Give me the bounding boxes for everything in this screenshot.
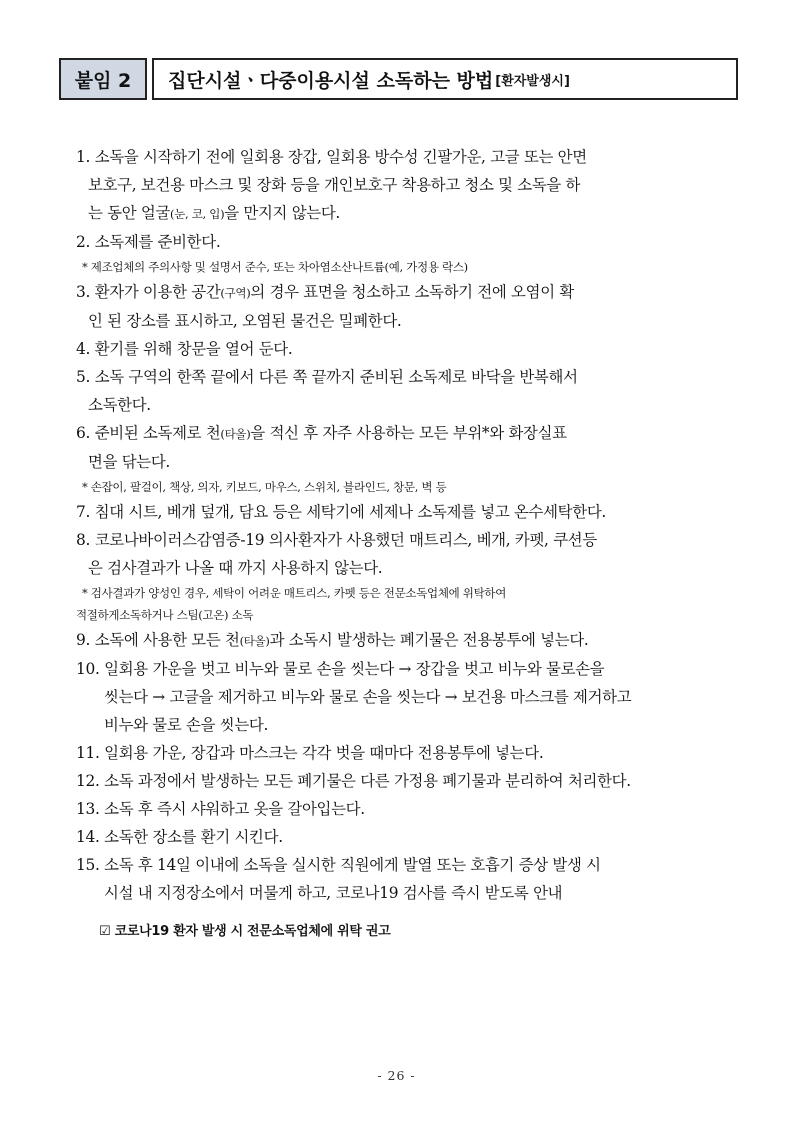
list-item-8-cont: 은 검사결과가 나올 때 까지 사용하지 않는다. <box>88 559 383 577</box>
recommendation <box>76 921 716 943</box>
list-item-10: 10. 일회용 가운을 벗고 비누와 물로 손을 씻는다 → 장갑을 벗고 비누와 물로손을 <box>76 660 605 678</box>
list-item-7: 7. 침대 시트, 베개 덮개, 담요 등은 세탁기에 세제나 소독제를 넣고 온수세탁한다. <box>76 503 606 521</box>
list-item-12: 12. 소독 과정에서 발생하는 모든 폐기물은 다른 가정용 폐기물과 분리하여 처리한다. <box>76 772 631 790</box>
list-item-6: 6. 준비된 소독제로 천(타올)을 적신 후 자주 사용하는 모든 부위*와 화장실표 <box>76 424 567 442</box>
attachment-tag: 붙임 2 <box>59 58 147 100</box>
note-2: * 제조업체의 주의사항 및 설명서 준수, 또는 차아염소산나트륨(예, 가정용 락스) <box>82 260 468 274</box>
list-item-13: 13. 소독 후 즉시 샤워하고 옷을 갈아입는다. <box>76 800 365 818</box>
list-item-11: 11. 일회용 가운, 장갑과 마스크는 각각 벗을 때마다 전용봉투에 넣는다. <box>76 744 544 762</box>
list-item-1: 1. 소독을 시작하기 전에 일회용 장갑, 일회용 방수성 긴팔가운, 고글 또는 안면 <box>76 148 587 166</box>
list-item-5: 5. 소독 구역의 한쪽 끝에서 다른 쪽 끝까지 준비된 소독제로 바닥을 반복해서 <box>76 368 578 386</box>
list-item-14: 14. 소독한 장소를 환기 시킨다. <box>76 828 283 846</box>
list-item-4: 4. 환기를 위해 창문을 열어 둔다. <box>76 340 293 358</box>
list-item-10-cont2: 비누와 물로 손을 씻는다. <box>104 716 269 734</box>
instruction-list <box>76 143 716 943</box>
page-title: 집단시설ㆍ다중이용시설 소독하는 방법 <box>168 69 494 92</box>
list-item-15: 15. 소독 후 14일 이내에 소독을 실시한 직원에게 발열 또는 호흡기 증상 발생 시 <box>76 856 601 874</box>
list-item-8: 8. 코로나바이러스감염증-19 의사환자가 사용했던 매트리스, 베개, 카펫, 쿠션등 <box>76 531 597 549</box>
page-number: - 26 - <box>377 1068 416 1083</box>
checkbox-icon: ☑ <box>99 924 111 939</box>
list-item-3: 3. 환자가 이용한 공간(구역)의 경우 표면을 청소하고 소독하기 전에 오염이 확 <box>76 283 574 301</box>
list-item-9: 9. 소독에 사용한 모든 천(타올)과 소독시 발생하는 폐기물은 전용봉투에 넣는다. <box>76 631 589 649</box>
list-item-5-cont: 소독한다. <box>88 396 151 414</box>
note-8: * 검사결과가 양성인 경우, 세탁이 어려운 매트리스, 카펫 등은 전문소독업체에 위탁하여 <box>82 586 507 600</box>
list-item-15-cont: 시설 내 지정장소에서 머물게 하고, 코로나19 검사를 즉시 받도록 안내 <box>104 884 563 902</box>
header <box>59 55 738 105</box>
recommendation-text: 코로나19 환자 발생 시 전문소독업체에 위탁 권고 <box>114 924 391 939</box>
list-item-10-cont: 씻는다 → 고글을 제거하고 비누와 물로 손을 씻는다 → 보건용 마스크를 제거하고 <box>104 688 632 706</box>
list-item-1-cont2: 는 동안 얼굴(눈, 코, 입)을 만지지 않는다. <box>88 204 341 222</box>
title-box <box>152 58 738 100</box>
list-item-6-cont: 면을 닦는다. <box>88 453 171 471</box>
list-item-2: 2. 소독제를 준비한다. <box>76 233 221 251</box>
note-6: * 손잡이, 팔걸이, 책상, 의자, 키보드, 마우스, 스위치, 블라인드, 창문, 벽 등 <box>82 480 447 494</box>
note-8-cont: 적절하게소독하거나 스팀(고온) 소독 <box>76 608 254 622</box>
list-item-1-cont: 보호구, 보건용 마스크 및 장화 등을 개인보호구 착용하고 청소 및 소독을 하 <box>88 176 581 194</box>
list-item-3-cont: 인 된 장소를 표시하고, 오염된 물건은 밀폐한다. <box>88 312 402 330</box>
page-subtitle: [환자발생시] <box>495 73 570 89</box>
